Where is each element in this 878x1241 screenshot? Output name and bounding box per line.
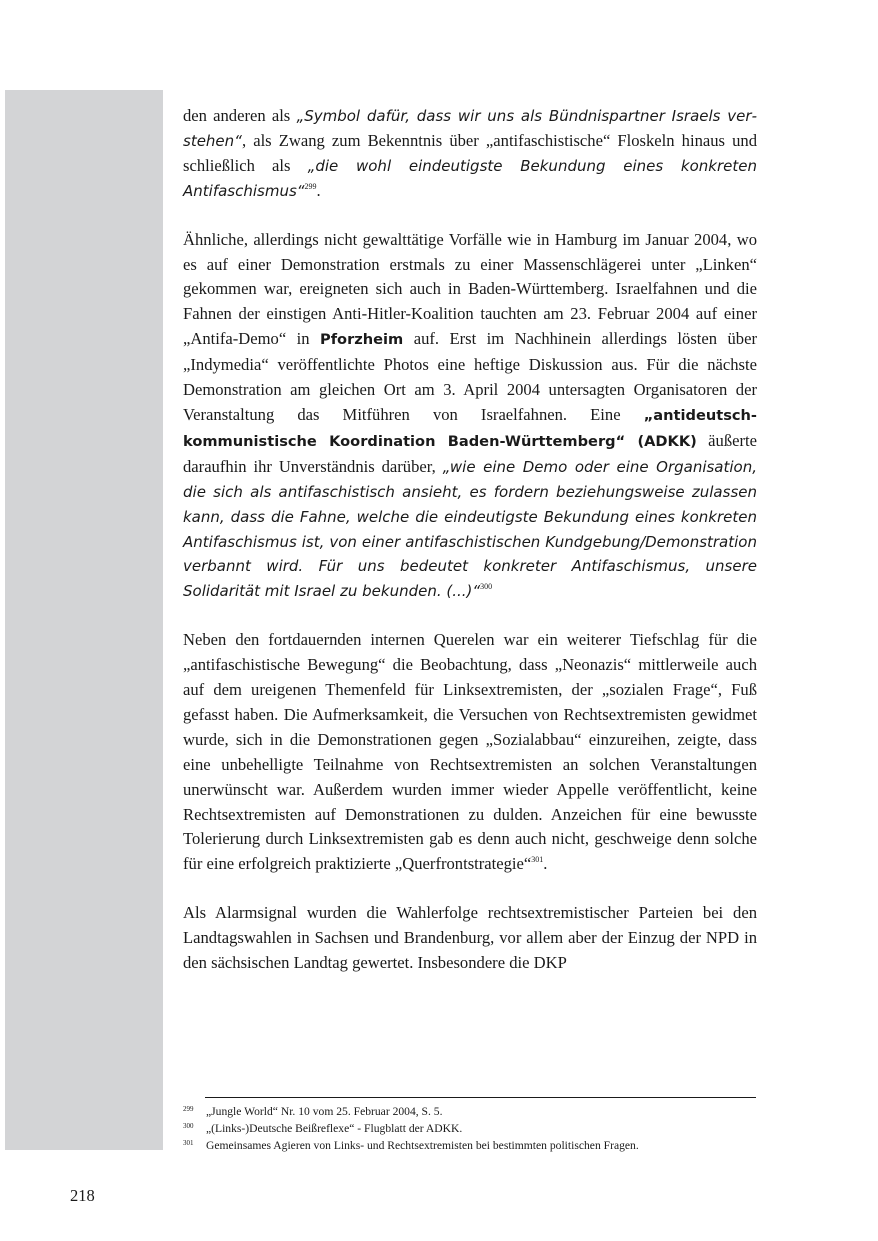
footnote-text: Gemeinsames Agieren von Links- und Rechtsextremisten bei bestimmten politischen Fragen. [206, 1139, 639, 1152]
footnote-item [183, 1103, 757, 1120]
footnote-number: 299 [183, 1105, 194, 1113]
footnote-item [183, 1137, 757, 1154]
footnote-number: 300 [183, 1122, 194, 1130]
footnote-number: 301 [183, 1139, 194, 1147]
text-run: Ähnliche, allerdings nicht gewalttätige Vorfälle wie in Hamburg im Januar 2004, wo es auf einer Demonstration erstmals zu einer Massenschlägerei unter „Linken“ gekommen war, ereigneten sich auch in Baden-Württemberg. Israelfahnen und die Fahnen der einstigen Anti-Hitler-Koalition tauchten am 23. Februar 2004 auf einer „Antifa-Demo“ in [183, 229, 757, 349]
paragraph [183, 628, 757, 877]
paragraph [183, 901, 757, 976]
footnote-ref: 301 [531, 855, 544, 865]
text-run: Neben den fortdauernden internen Querelen war ein weiterer Tiefschlag für die „antifaschistische Bewegung“ die Beobachtung, dass „Neonazis“ mittlerweile auch auf dem ureigenen Themenfeld für Linksextremisten, der „sozialen Frage“, Fuß gefasst haben. Die Aufmerksamkeit, die Versuchen von Rechtsextremisten gewidmet wurde, sich in die Demonstrationen gegen „Sozialabbau“ einzureihen, zeigte, dass eine unbehelligte Teilnahme von Rechtsextremisten an solchen Veranstaltungen unerwünscht war. Außerdem wurden immer wieder Appelle veröffentlicht, keine Rechtsextremisten auf Demonstrationen zu dulden. Anzeichen für eine bewusste Tolerierung durch Linksextremisten gab es denn auch nicht, geschweige denn solche für eine erfolgreich praktizierte „Querfrontstrategie“ [183, 630, 757, 874]
margin-sidebar [5, 90, 163, 1150]
footnotes [183, 1103, 757, 1154]
footnote-divider [205, 1097, 756, 1098]
text-run: äußerte daraufhin ihr Unverständnis darüber, [183, 430, 757, 476]
footnote-text: „Jungle World“ Nr. 10 vom 25. Februar 2004, S. 5. [206, 1105, 443, 1118]
paragraph [183, 104, 757, 204]
quotation: „Symbol dafür, dass wir uns als Bündnispartner Israels verstehen“ [183, 107, 757, 150]
footnote-item [183, 1120, 757, 1137]
footnote-ref: 299 [304, 181, 317, 191]
text-run: auf. Erst im Nachhinein allerdings lösten über „Indymedia“ veröffentlichte Photos eine heftige Diskussion aus. Für die nächste Demonstration am gleichen Ort am 3. April 2004 untersagten Organisatoren der Veranstaltung das Mitführen von Israelfahnen. Eine [183, 329, 757, 424]
quotation: „wie eine Demo oder eine Organisation, die sich als antifaschistisch ansieht, es fordern beziehungsweise zulassen kann, dass die Fahne, welche die eindeutigste Bekundung eines konkreten Antifaschismus ist, von einer antifaschistischen Kundgebung/Demonstration verbannt wird. Für uns bedeutet konkreter Antifaschismus, unsere Solidarität mit Israel zu bekunden. (...)“ [183, 457, 757, 601]
text-run: . [316, 180, 321, 200]
text-run: den anderen als [183, 106, 297, 125]
text-run: , als Zwang zum Bekenntnis über „antifaschistische“ Floskeln hinaus und schließlich als [183, 130, 757, 175]
text-run: Als Alarmsignal wurden die Wahlerfolge rechtsextremistischer Parteien bei den Landtagswahlen in Sachsen und Brandenburg, vor allem aber der Einzug der NPD in den sächsischen Landtag gewertet. Insbesondere die DKP [183, 903, 757, 973]
body-text [183, 104, 757, 1000]
emphasis: Pforzheim [320, 331, 404, 349]
footnote-text: „(Links-)Deutsche Beißreflexe“ - Flugblatt der ADKK. [206, 1122, 463, 1135]
emphasis: „antideutsch-kommunistische Koordination Baden-Württemberg“ (ADKK) [183, 406, 757, 450]
paragraph [183, 228, 757, 605]
footnote-ref: 300 [480, 582, 493, 592]
text-run: . [543, 854, 548, 874]
page-number: 218 [70, 1186, 95, 1205]
quotation: „die wohl eindeutigste Bekundung eines konkreten Antifaschismus“ [183, 156, 757, 200]
